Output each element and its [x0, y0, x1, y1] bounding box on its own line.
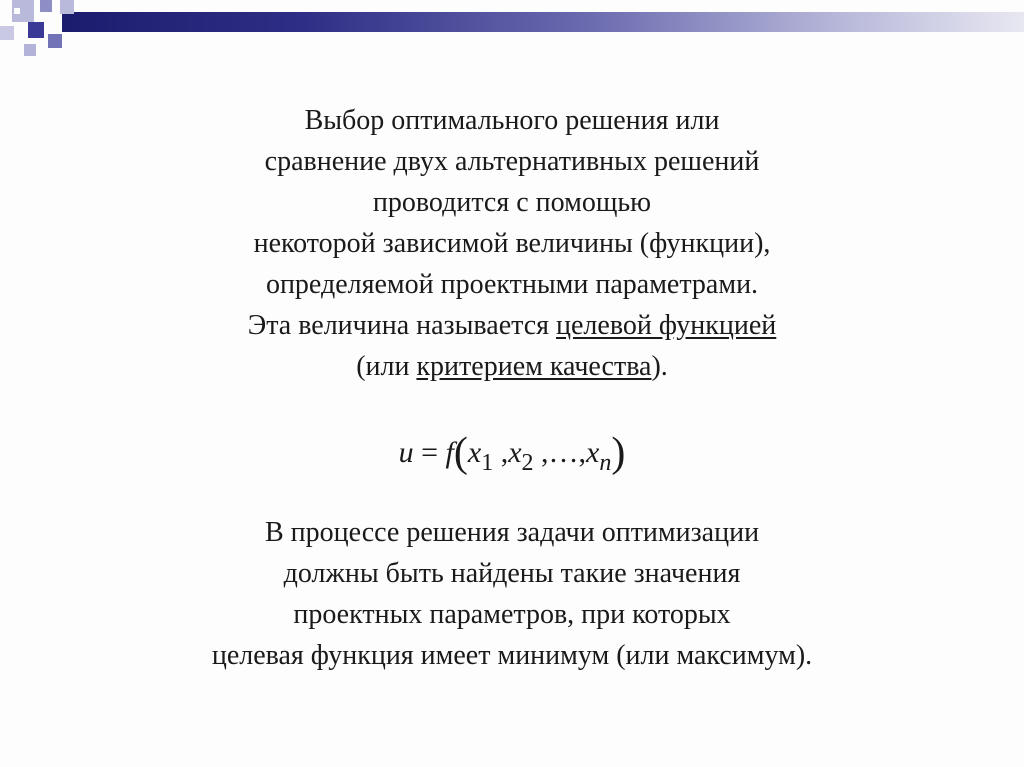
- text-line: [0, 346, 1024, 387]
- formula-subscript: n: [599, 450, 612, 476]
- text-line: целевая функция имеет минимум (или максимум).: [211, 640, 813, 671]
- decor-square: [14, 8, 20, 14]
- decor-square: [48, 34, 62, 48]
- text-line: [0, 305, 1024, 346]
- objective-function-formula: [0, 428, 1024, 480]
- decor-square: [60, 0, 74, 14]
- text-line: определяемой проектными параметрами.: [265, 269, 759, 300]
- text-line: проектных параметров, при которых: [293, 599, 731, 630]
- text-line: В процессе решения задачи оптимизации: [264, 517, 760, 548]
- text-fragment: ).: [651, 351, 668, 382]
- formula-subscript: 2: [521, 450, 534, 476]
- decor-square: [24, 44, 36, 56]
- text-fragment: (или: [356, 351, 417, 382]
- formula-subscript: 1: [481, 450, 494, 476]
- formula-close-paren: ): [611, 430, 626, 476]
- formula-lhs: u: [398, 436, 414, 469]
- formula-var: x: [508, 436, 522, 469]
- text-line: некоторой зависимой величины (функции),: [253, 228, 771, 259]
- decor-square: [40, 0, 52, 12]
- definition-paragraph: [0, 100, 1024, 387]
- text-line: должны быть найдены такие значения: [283, 558, 741, 589]
- formula-separator: ,…,: [533, 436, 587, 469]
- formula-equals: =: [413, 436, 446, 469]
- text-line: Выбор оптимального решения или: [304, 105, 720, 136]
- text-line: проводится с помощью: [372, 187, 652, 218]
- optimization-paragraph: [0, 512, 1024, 676]
- decor-square: [28, 22, 44, 38]
- term-objective-function: целевой функцией: [556, 310, 777, 341]
- formula-separator: ,: [493, 436, 509, 469]
- formula-function: f: [445, 436, 454, 469]
- decor-square: [0, 26, 14, 40]
- formula-var: x: [467, 436, 482, 469]
- term-quality-criterion: критерием качества: [416, 351, 652, 382]
- header-gradient-bar: [62, 12, 1024, 32]
- formula-open-paren: (: [453, 430, 468, 476]
- formula-var: x: [586, 436, 600, 469]
- text-line: сравнение двух альтернативных решений: [264, 146, 760, 177]
- text-fragment: Эта величина называется: [247, 310, 557, 341]
